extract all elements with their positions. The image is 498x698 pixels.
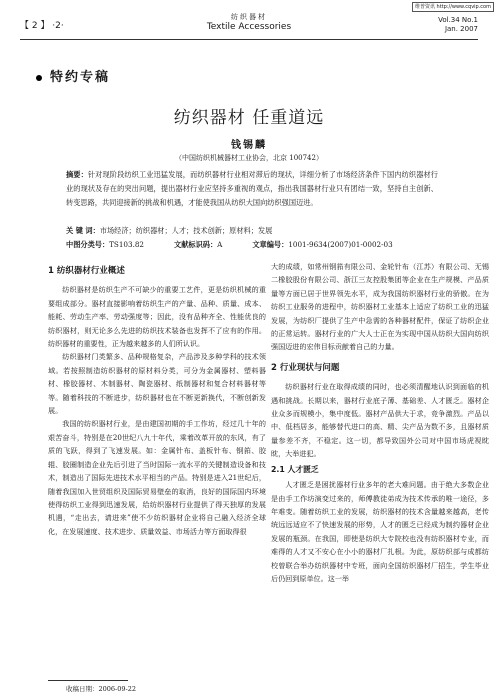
article-number	[252, 240, 392, 250]
column-title-text: 特约专稿	[50, 70, 111, 85]
received-date: 收稿日期：2006-09-22	[66, 685, 136, 693]
section-heading: 1 纺织器材行业概述	[48, 266, 125, 276]
paragraph: 我国的纺织器材行业，是由建国初期的手工作坊，经过几十年的艰苦奋斗，特别是在20世纪八九十年代，乘着改革开放的东风，有了质的飞跃，得到了飞速发展。如：金属针布、盖板针布、钢筘、胶辊、胶圈制造企业先后引进了当时国际一流水平的关键制造设备和技术，制造出了国际先进技术水平相当的产品。特别是进入21世纪后，随着我国加入世贸组织及国际贸易壁垒的取消，良好的国际国内环境使得纺织工业得到迅速发展，给纺织器材行业提供了得天独厚的发展机遇，“走出去，请进来”使不少纺织器材企业将自己融入经济全球化，在发展速度、技术进步、质量效益、市场活力等方面取得很	[48, 419, 266, 536]
paragraph: 人才匮乏是困扰器材行业多年的老大难问题。由于绝大多数企业是由手工作坊演变过来的，师傅教徒弟成为技术传承的唯一途径，多年难变。随着纺织工业的发展，纺织器材的技术含量越来越高，老传统远远适应不了快速发展的形势，人才的匮乏已经成为制约器材企业发展的瓶颈。在我国，即使是纺织大专院校也没有纺织器材专业，而难得的人才又不安心在小小的器材厂扎根。为此，原纺织部与成都纺校曾联合举办纺织器材中专班，面向全国纺织器材厂招生，学生毕业后仍回到原单位。这一举	[271, 480, 489, 583]
paragraph: 纺织器材门类繁多、品种规格复杂，产品涉及多种学科的技术领域。若按照制造纺织器材的原材料分类，可分为金属器材、塑料器材、橡胶器材、木制器材、陶瓷器材、纸制器材和复合材料器材等等。随着科技的不断进步，纺织器材也在不断更新换代，不断创新发展。	[48, 352, 266, 416]
paragraph: 纺织器材是纺织生产不可缺少的重要工艺件，更是纺织机械的重要组成部分。器材直接影响着纺织生产的产量、品种、质量、成本、能耗、劳动生产率、劳动强度等；因此，没有品种齐全、性能优良的纺织器材，则无论多么先进的纺织技术装备也发挥不了应有的作用。纺织器材的重要性，正为越来越多的人们所认识。	[48, 285, 266, 349]
issue-info	[438, 16, 478, 34]
doc-code-label: 文献标识码：	[174, 240, 218, 249]
doc-code-value: A	[217, 240, 223, 249]
section-heading: 2 行业现状与问题	[271, 362, 340, 373]
clc-value: TS103.82	[109, 240, 145, 249]
clc	[66, 240, 144, 250]
footnote-rule	[48, 680, 128, 681]
author: 钱锡麟	[231, 140, 267, 151]
keywords	[66, 226, 272, 236]
article-title: 纺织器材 任重道远	[173, 108, 325, 128]
doc-code	[174, 240, 222, 250]
journal-name-cn: 纺织器材	[231, 13, 267, 21]
article-number-value: 1001-9634(2007)01-0002-03	[288, 240, 393, 249]
paragraph: 大的成绩，如常州钢筘有限公司、金轮针布（江苏）有限公司、无锡二橡胶股份有限公司、浙江三友控股集团等企业在生产规模、产品质量等方面已居于世界领先水平，成为我国纺织器材行业的骄傲。在为纺织工业服务的进程中，纺织器材工业基本上适应了纺织工业的迅猛发展，为纺织厂提供了生产中急需的各种器材配件，保证了纺织企业的正常运转。器材行业的广大人士正在为实现中国从纺织大国向纺织强国迈进的宏伟目标贡献着自己的力量。	[271, 262, 489, 352]
abstract-text: 针对现阶段纺织工业迅猛发展，而纺织器材行业相对滞后的现状，详细分析了市场经济条件下国内纺织器材行业的现状及存在的突出问题，提出器材行业应坚持多重视的观点，指出我国器材行业只有团结一致，坚持自主创新、转变思路，共同迎接新的挑战和机遇，才能使我国从纺织大国向纺织强国迈进。	[66, 170, 438, 208]
bullet-dot-icon	[36, 75, 42, 81]
issue-date: Jan. 2007	[444, 25, 478, 33]
classification-line	[66, 240, 446, 250]
subsection-heading: 2.1 人才匮乏	[271, 464, 319, 474]
abstract-label: 摘要：	[66, 170, 88, 179]
column-title	[36, 66, 110, 85]
paragraph: 纺织器材行业在取得成绩的同时，也必须清醒地认识到面临的机遇和挑战。长期以来，器材行业底子薄、基础差、人才匮乏。器材企业众多而规模小，集中度低。器材产品供大于求，竞争激烈。产品以中、低档居多，能够替代进口的高、精、尖产品为数不多，且器材质量参差不齐，不稳定。这一切，都导致国外公司对中国市场虎视眈眈，大举进犯。	[271, 382, 489, 459]
keywords-label: 关 键 词：	[66, 226, 100, 235]
header-rule	[20, 39, 478, 40]
page-number: 【 2 】 ·2·	[20, 21, 64, 31]
article-number-label: 文章编号：	[252, 240, 289, 249]
left-column	[48, 261, 266, 538]
watermark-stamp: 维普资讯 http://www.cqvip.com	[412, 2, 494, 12]
keywords-text: 市场经济；纺织器材；人才；技术创新；原材料；发展	[99, 226, 273, 235]
volume: Vol.34 No.1	[438, 16, 478, 24]
clc-label: 中图分类号：	[66, 240, 110, 249]
journal-header	[0, 12, 498, 32]
affiliation: （中国纺织机械器材工业协会，北京 100742）	[175, 154, 323, 162]
abstract	[66, 168, 438, 211]
journal-name-en: Textile Accessories	[206, 22, 292, 32]
right-column	[271, 260, 489, 585]
